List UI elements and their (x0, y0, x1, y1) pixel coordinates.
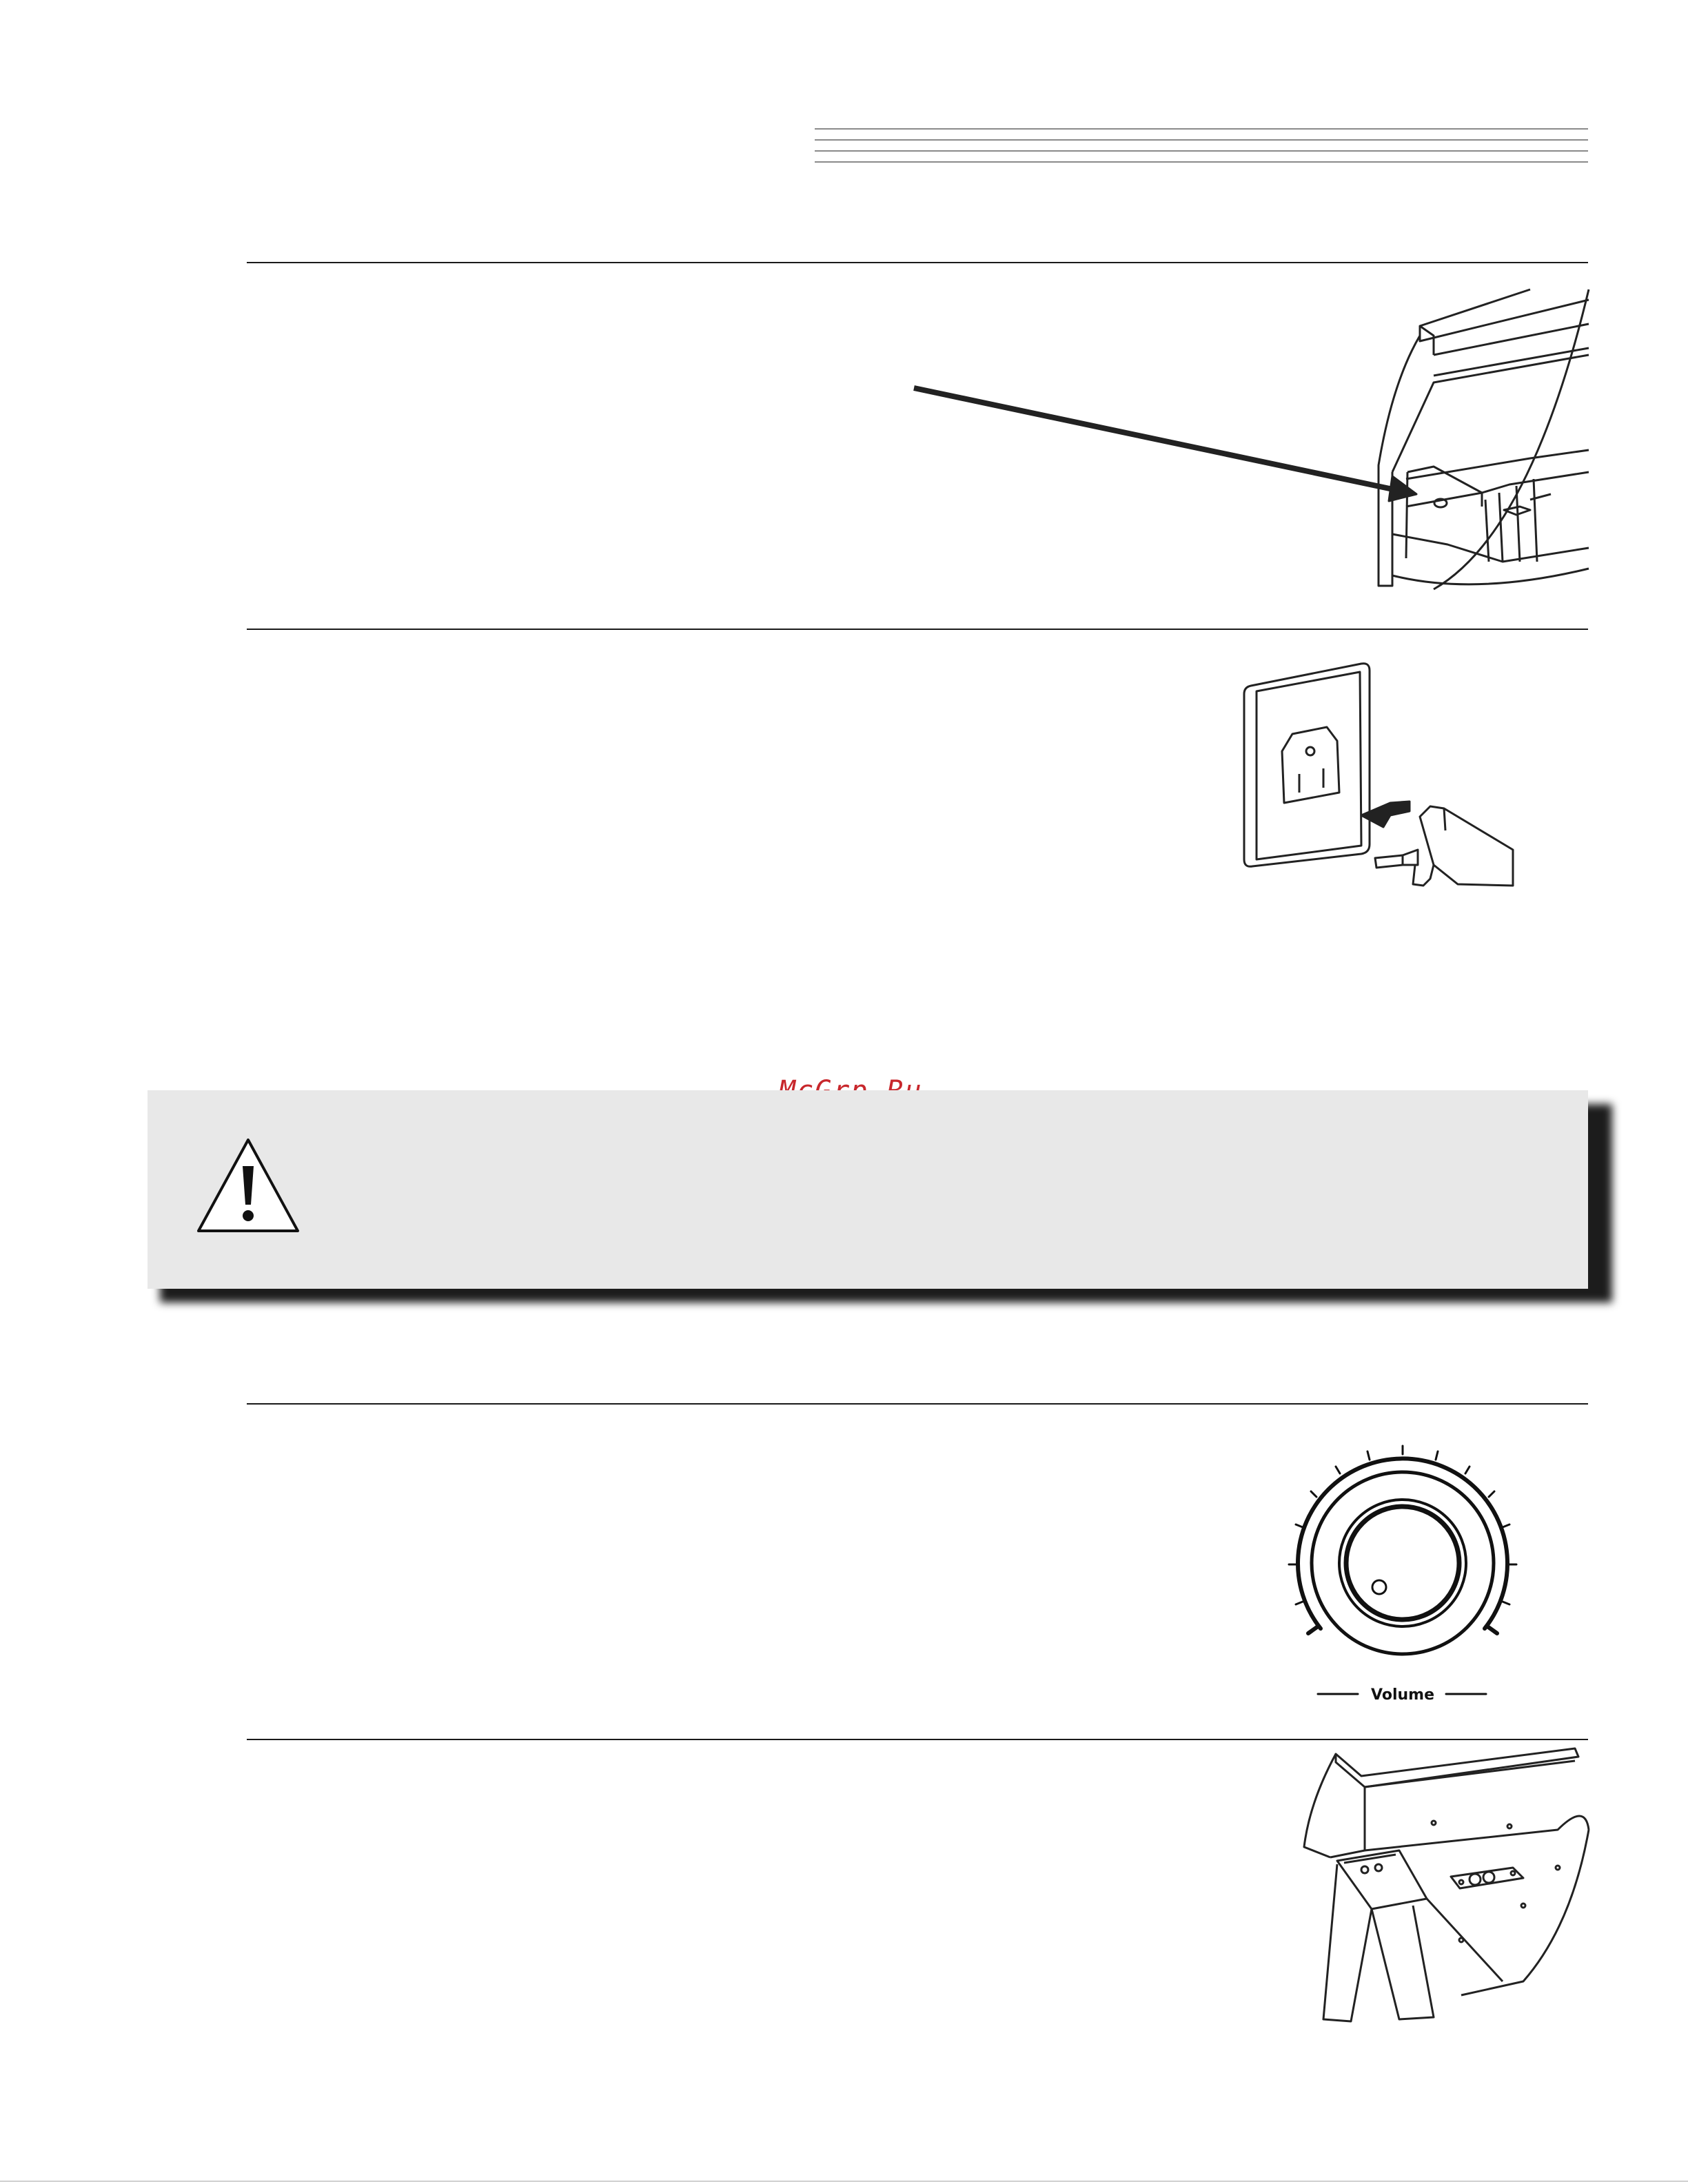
volume-label: Volume (1371, 1686, 1434, 1704)
volume-knob-icon (1275, 1433, 1530, 1709)
section-divider (247, 1739, 1588, 1740)
header-staff-line (815, 128, 1588, 130)
cabinet-underside-illustration (1296, 1747, 1592, 2026)
section-divider (247, 1403, 1588, 1405)
header-staff-line (815, 150, 1588, 152)
section-divider (247, 629, 1588, 630)
header-staff-line (815, 139, 1588, 141)
page-bottom-edge (0, 2181, 1688, 2182)
pedal-cable-jack-illustration (910, 272, 1592, 603)
section-divider (247, 262, 1588, 263)
header-staff-line (815, 161, 1588, 163)
wall-outlet-and-plug-illustration (1237, 658, 1527, 892)
caution-box (148, 1090, 1588, 1289)
warning-triangle-icon (194, 1136, 302, 1236)
